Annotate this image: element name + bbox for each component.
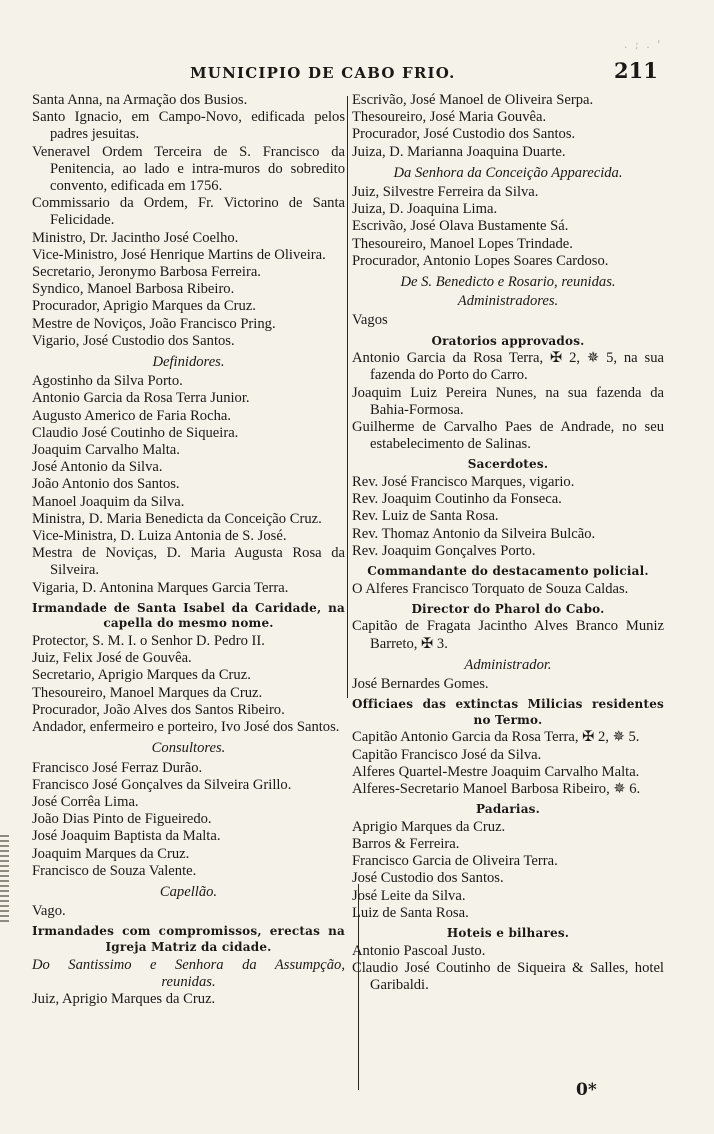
officiaes-heading: Officiaes das extinctas Milicias residentes no Termo.: [352, 697, 664, 727]
entry: Agostinho da Silva Porto.: [32, 373, 183, 390]
entry: Juiz, Aprigio Marques da Cruz.: [32, 990, 216, 1007]
entry: Barros & Ferreira.: [352, 836, 460, 853]
entry: Vigaria, D. Antonina Marques Garcia Terra.: [32, 579, 289, 596]
entry: Procurador, Antonio Lopes Soares Cardoso.: [352, 252, 609, 269]
margin-blemish: [0, 835, 9, 925]
entry: José Custodio dos Santos.: [352, 870, 504, 887]
padarias-heading: Padarias.: [475, 802, 541, 817]
entry: Capitão Francisco José da Silva.: [352, 746, 542, 763]
entry: Procurador, Aprigio Marques da Cruz.: [32, 298, 256, 315]
entry: Joaquim Marques da Cruz.: [32, 845, 190, 862]
entry: José Corrêa Lima.: [32, 793, 139, 810]
entry: Juiz, Felix José de Gouvêa.: [32, 650, 192, 667]
entry: Rev. Joaquim Gonçalves Porto.: [352, 542, 536, 559]
entry: Mestre de Noviços, João Francisco Pring.: [32, 315, 276, 332]
entry: José Antonio da Silva.: [32, 459, 163, 476]
entry: Juiza, D. Joaquina Lima.: [352, 201, 498, 218]
hoteis-list: [352, 943, 664, 995]
entry: José Leite da Silva.: [352, 887, 466, 904]
column-divider: [347, 96, 348, 698]
entry: Santa Anna, na Armação dos Busios.: [32, 92, 248, 108]
administrador-heading: Administrador.: [464, 656, 552, 673]
entry: Mestra de Noviças, D. Maria Augusta Rosa da Silveira.: [32, 545, 345, 579]
entry: João Antonio dos Santos.: [32, 476, 180, 493]
entry: Rev. Thomaz Antonio da Silveira Bulcão.: [352, 525, 596, 542]
entry: Santo Ignacio, em Campo-Novo, edificada pelos padres jesuitas.: [32, 109, 345, 143]
entry: Rev. Joaquim Coutinho da Fonseca.: [352, 491, 562, 508]
entry: Aprigio Marques da Cruz.: [352, 818, 506, 835]
entry: José Bernardes Gomes.: [352, 676, 489, 693]
entry: Francisco de Souza Valente.: [32, 862, 197, 879]
administradores-list: [352, 312, 664, 329]
entry: Guilherme de Carvalho Paes de Andrade, no seu estabelecimento de Salinas.: [352, 419, 664, 453]
entry: Secretario, Aprigio Marques da Cruz.: [32, 667, 251, 684]
irmandade-heading: Irmandade de Santa Isabel da Caridade, na capella do mesmo nome.: [32, 600, 345, 631]
entry: Syndico, Manoel Barbosa Ribeiro.: [32, 281, 235, 298]
entry: Vice-Ministro, José Henrique Martins de Oliveira.: [32, 246, 326, 263]
entry: Rev. José Francisco Marques, vigario.: [352, 474, 575, 491]
irmandades-heading: Irmandades com compromissos, erectas na Igreja Matriz da cidade.: [32, 924, 345, 954]
entry: Thesoureiro, José Maria Gouvêa.: [352, 109, 547, 126]
page-number: 211: [614, 58, 658, 83]
entry: João Dias Pinto de Figueiredo.: [32, 811, 212, 828]
entry: Procurador, José Custodio dos Santos.: [352, 126, 576, 143]
irmandade-list: [32, 633, 345, 736]
entry: Vago.: [32, 903, 66, 920]
signature-mark: 0*: [576, 1080, 597, 1100]
running-title: MUNICIPIO DE CABO FRIO.: [190, 64, 456, 82]
entry: José Joaquim Baptista da Malta.: [32, 828, 221, 845]
entry: Escrivão, José Manoel de Oliveira Serpa.: [352, 92, 594, 108]
hoteis-heading: Hoteis e bilhares.: [446, 926, 570, 941]
definidores-list: [32, 373, 345, 597]
santissimo-heading: Do Santissimo e Senhora da Assumpção,: [32, 956, 345, 973]
entry: Capitão Antonio Garcia da Rosa Terra, ✠ 2, ✵ 5.: [352, 729, 640, 746]
entry: Claudio José Coutinho de Siqueira.: [32, 424, 239, 441]
santissimo-heading-cont: reunidas.: [161, 973, 216, 990]
administrador-list: [352, 676, 664, 693]
entry: Augusto Americo de Faria Rocha.: [32, 407, 231, 424]
officiaes-list: [352, 729, 664, 798]
entry: Protector, S. M. I. o Senhor D. Pedro II.: [32, 633, 265, 650]
sacerdotes-list: [352, 474, 664, 560]
entry: Manoel Joaquim da Silva.: [32, 493, 185, 510]
entry: O Alferes Francisco Torquato de Souza Caldas.: [352, 580, 629, 597]
padarias-list: [352, 819, 664, 922]
conceicao-heading: Da Senhora da Conceição Apparecida.: [393, 164, 623, 181]
entry: Rev. Luiz de Santa Rosa.: [352, 508, 499, 525]
entry: Thesoureiro, Manoel Lopes Trindade.: [352, 235, 573, 252]
entry: Procurador, João Alves dos Santos Ribeiro.: [32, 701, 285, 718]
entry: Vice-Ministra, D. Luiza Antonia de S. José.: [32, 528, 287, 545]
page-header: [0, 58, 714, 88]
entry: Juiza, D. Marianna Joaquina Duarte.: [352, 143, 566, 160]
oratorios-heading: Oratorios approvados.: [431, 333, 585, 348]
commandante-heading: Commandante do destacamento policial.: [367, 564, 649, 579]
right-top-list: [352, 92, 664, 161]
entry: Antonio Garcia da Rosa Terra Junior.: [32, 390, 250, 407]
commandante-list: [352, 581, 664, 598]
entry: Vagos: [352, 312, 388, 329]
entry: Commissario da Ordem, Fr. Victorino de Santa Felicidade.: [32, 195, 345, 229]
entry: Francisco José Gonçalves da Silveira Grillo.: [32, 776, 292, 793]
entry: Veneravel Ordem Terceira de S. Francisco da Penitencia, ao lado e intra-muros do sobredito convento, edificada em 1756.: [32, 143, 345, 195]
administradores-heading: Administradores.: [457, 293, 559, 310]
consultores-list: [32, 760, 345, 880]
entry: Antonio Pascoal Justo.: [352, 942, 486, 959]
benedicto-heading: De S. Benedicto e Rosario, reunidas.: [400, 274, 616, 291]
entry: Alferes Quartel-Mestre Joaquim Carvalho Malta.: [352, 763, 640, 780]
entry: Francisco José Ferraz Durão.: [32, 759, 203, 776]
director-list: [352, 618, 664, 652]
conceicao-list: [352, 184, 664, 270]
entry: Joaquim Luiz Pereira Nunes, na sua fazenda da Bahia-Formosa.: [352, 384, 664, 418]
sacerdotes-heading: Sacerdotes.: [467, 457, 549, 472]
capellao-heading: Capellão.: [159, 883, 218, 900]
entry: Ministra, D. Maria Benedicta da Conceição Cruz.: [32, 510, 322, 527]
right-column: [352, 92, 664, 994]
santissimo-list: [32, 991, 345, 1008]
entry: Juiz, Silvestre Ferreira da Silva.: [352, 184, 539, 201]
entry: Luiz de Santa Rosa.: [352, 904, 469, 921]
entry: Antonio Garcia da Rosa Terra, ✠ 2, ✵ 5, na sua fazenda do Porto do Carro.: [352, 350, 664, 384]
entry: Escrivão, José Olava Bustamente Sá.: [352, 218, 569, 235]
entry: Capitão de Fragata Jacintho Alves Branco Muniz Barreto, ✠ 3.: [352, 618, 664, 652]
capellao-list: [32, 903, 345, 920]
entry: Thesoureiro, Manoel Marques da Cruz.: [32, 684, 263, 701]
entry: Secretario, Jeronymo Barbosa Ferreira.: [32, 264, 261, 281]
director-heading: Director do Pharol do Cabo.: [411, 601, 605, 616]
consultores-heading: Consultores.: [151, 740, 226, 757]
entry: Vigario, José Custodio dos Santos.: [32, 332, 235, 349]
paper-mark: . ; . ': [624, 38, 663, 51]
entry: Ministro, Dr. Jacintho José Coelho.: [32, 229, 239, 246]
oratorios-list: [352, 350, 664, 453]
definidores-heading: Definidores.: [152, 354, 225, 371]
intro-list: [32, 92, 345, 350]
entry: Claudio José Coutinho de Siqueira & Salles, hotel Garibaldi.: [352, 959, 664, 994]
entry: Alferes-Secretario Manoel Barbosa Ribeiro, ✵ 6.: [352, 781, 641, 798]
entry: Andador, enfermeiro e porteiro, Ivo José dos Santos.: [32, 719, 340, 736]
entry: Francisco Garcia de Oliveira Terra.: [352, 853, 558, 870]
left-column: [32, 92, 345, 1008]
entry: Joaquim Carvalho Malta.: [32, 442, 180, 459]
